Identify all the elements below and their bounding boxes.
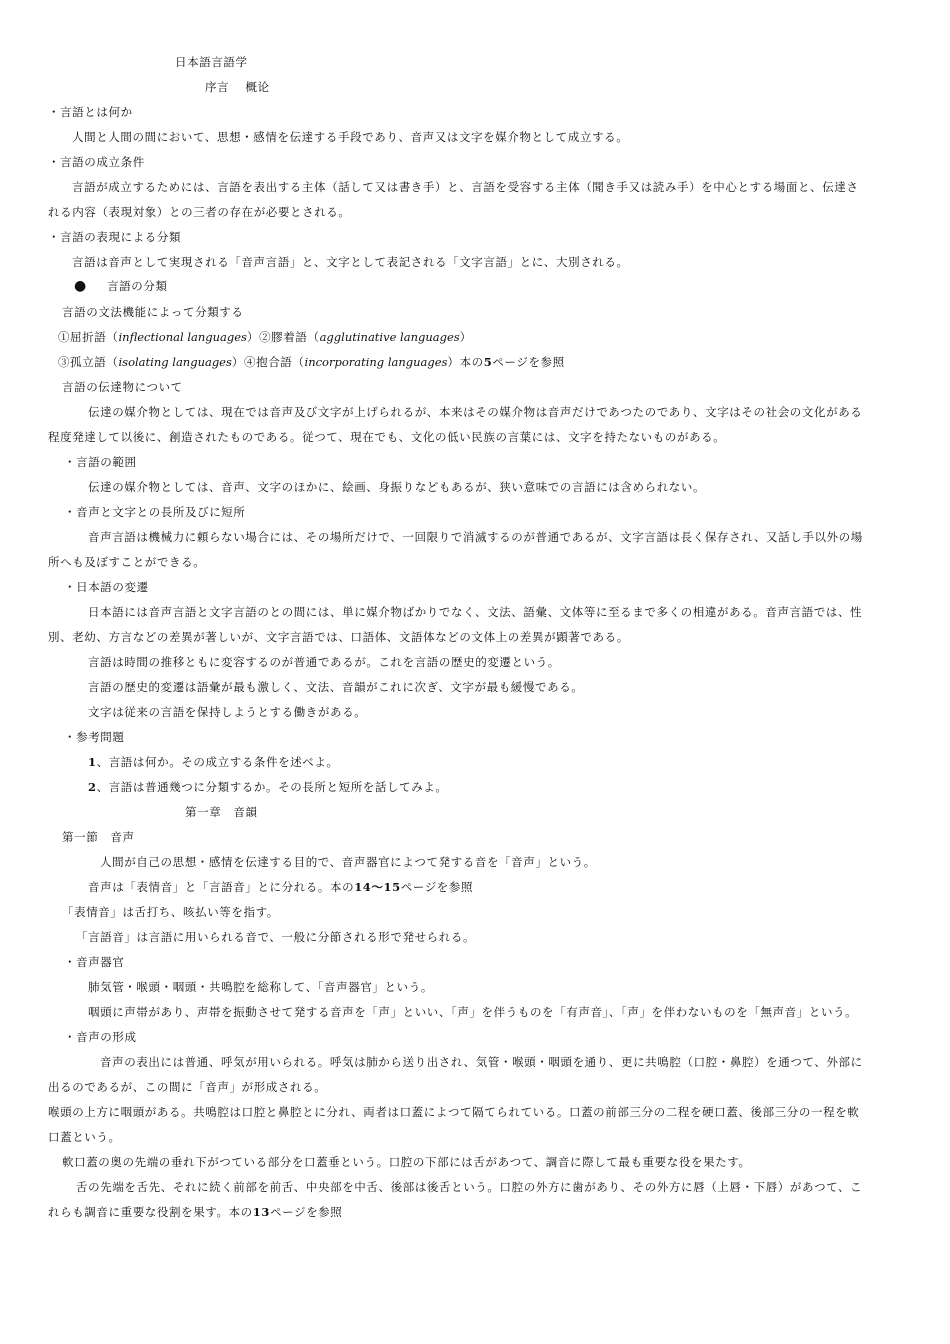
english-term: inflectional languages	[118, 330, 247, 344]
text-run: ①屈折語（	[58, 330, 119, 344]
text-run: れらも調音に重要な役割を果す。本の	[48, 1205, 253, 1219]
paragraph: 肺気管・喉頭・咽頭・共鳴腔を総称して、「音声器官」という。	[88, 980, 433, 994]
paragraph: 口蓋という。	[48, 1130, 121, 1144]
section-heading: ・言語の範囲	[64, 455, 137, 469]
paragraph: 伝達の媒介物としては、現在では音声及び文字が上げられるが、本来はその媒介物は音声だけであつたのであり、文字はその社会の文化がある	[88, 405, 863, 419]
section-heading: ・音声と文字との長所及びに短所	[64, 505, 246, 519]
paragraph: 言語の歴史的変遷は語彙が最も激しく、文法、音韻がこれに次ぎ、文字が最も緩慢である。	[88, 680, 584, 694]
question-number: 1	[88, 755, 97, 769]
section-heading: ・言語とは何か	[48, 105, 133, 119]
paragraph: 軟口蓋の奥の先端の垂れ下がつている部分を口蓋垂という。口腔の下部には舌があつて、調音に際して最も重要な役を果たす。	[62, 1155, 751, 1169]
paragraph: 程度発達して以後に、創造されたものである。従つて、現在でも、文化の低い民族の言葉には、文字を持たないものがある。	[48, 430, 726, 444]
section-heading: 第一節 音声	[62, 830, 135, 844]
paragraph: 言語の文法機能によって分類する	[62, 305, 244, 319]
page-number: 14～15	[354, 880, 401, 894]
section-heading: ・日本語の変遷	[64, 580, 149, 594]
paragraph: 人間と人間の間において、思想・感情を伝達する手段であり、音声又は文字を媒介物として成立する。	[72, 130, 629, 144]
text-run: ページを参照	[400, 880, 474, 894]
paragraph: 「言語音」は言語に用いられる音で、一般に分節される形で発せられる。	[76, 930, 476, 944]
paragraph: 言語が成立するためには、言語を表出する主体（話して又は書き手）と、言語を受容する主体（聞き手又は読み手）を中心とする場面と、伝達さ	[72, 180, 859, 194]
paragraph: 音声の表出には普通、呼気が用いられる。呼気は肺から送り出され、気管・喉頭・咽頭を通り、更に共鳴腔（口腔・鼻腔）を通つて、外部に	[100, 1055, 863, 1069]
paragraph: 舌の先端を舌先、それに続く前部を前舌、中央部を中舌、後部は後舌という。口腔の外方に歯があり、その外方に唇（上唇・下唇）があつて、こ	[76, 1180, 863, 1194]
text-run: 音声は「表情音」と「言語音」とに分れる。本の	[88, 880, 355, 894]
paragraph: 別、老幼、方言などの差異が著しいが、文字言語では、口語体、文語体などの文体上の差異が顕著である。	[48, 630, 629, 644]
text-run: ③孤立語（	[58, 355, 119, 369]
paragraph: 日本語には音声言語と文字言語のとの間には、単に媒介物ばかりでなく、文法、語彙、文体等に至るまで多くの相違がある。音声言語では、性	[88, 605, 863, 619]
text-run: ページを参照	[270, 1205, 343, 1219]
section-heading: ・参考問題	[64, 730, 125, 744]
text-run: ）④抱合語（	[231, 355, 305, 369]
page-number: 5	[483, 355, 493, 369]
paragraph: 「表情音」は舌打ち、咳払い等を指す。	[62, 905, 279, 919]
paragraph: 喉頭の上方に咽頭がある。共鳴腔は口腔と鼻腔とに分れ、両者は口蓋によつて隔てられている。口蓋の前部三分の二程を硬口蓋、後部三分の一程を軟	[48, 1105, 860, 1119]
paragraph: 文字は従来の言語を保持しようとする働きがある。	[88, 705, 367, 719]
list-bullet-line	[74, 279, 168, 293]
document-title: 日本語言語学	[175, 55, 248, 69]
question-1	[88, 755, 339, 769]
paragraph: 人間が自己の思想・感情を伝達する目的で、音声器官によつて発する音を「音声」という。	[100, 855, 596, 869]
paragraph: 所へも及ぼすことができる。	[48, 555, 206, 569]
section-heading: ・言語の表現による分類	[48, 230, 182, 244]
section-heading: ・言語の成立条件	[48, 155, 145, 169]
paragraph: 咽頭に声帯があり、声帯を振動させて発する音声を「声」といい、「声」を伴うものを「有声音」、「声」を伴わないものを「無声音」という。	[88, 1005, 858, 1019]
question-number: 2	[88, 780, 97, 794]
bullet-icon: ●	[74, 278, 87, 294]
paragraph: 言語は時間の推移ともに変容するのが普通であるが。これを言語の歴史的変遷という。	[88, 655, 560, 669]
english-term: isolating languages	[118, 355, 232, 369]
text-run: ）本の	[447, 355, 484, 369]
classification-line-1	[58, 330, 472, 344]
english-term: agglutinative languages	[319, 330, 460, 344]
paragraph: れる内容（表現対象）との三者の存在が必要とされる。	[48, 205, 351, 219]
paragraph: 出るのであるが、この間に「音声」が形成される。	[48, 1080, 327, 1094]
text-run: ）②膠着語（	[246, 330, 320, 344]
section-heading: ・音声の形成	[64, 1030, 137, 1044]
paragraph	[88, 880, 473, 894]
classification-line-2	[58, 355, 565, 369]
page-number: 13	[252, 1205, 270, 1219]
text-run: ページを参照	[492, 355, 565, 369]
paragraph	[48, 1205, 342, 1219]
section-heading: 言語の分類	[107, 279, 168, 293]
section-heading: ・音声器官	[64, 955, 125, 969]
paragraph: 言語は音声として実現される「音声言語」と、文字として表記される「文字言語」とに、大別される。	[72, 255, 629, 269]
chapter-heading: 第一章 音韻	[185, 805, 258, 819]
section-heading: 言語の伝達物について	[62, 380, 183, 394]
text-run: ）	[459, 330, 472, 344]
paragraph: 音声言語は機械力に頼らない場合には、その場所だけで、一回限りで消滅するのが普通であるが、文字言語は長く保存され、又話し手以外の場	[88, 530, 863, 544]
question-2	[88, 780, 448, 794]
question-text: 、言語は普通幾つに分類するか。その長所と短所を話してみよ。	[96, 780, 448, 794]
question-text: 、言語は何か。その成立する条件を述べよ。	[96, 755, 339, 769]
paragraph: 伝達の媒介物としては、音声、文字のほかに、絵画、身振りなどもあるが、狭い意味での言語には含められない。	[88, 480, 706, 494]
preface-heading: 序言 概论	[205, 80, 270, 94]
english-term: incorporating languages	[304, 355, 448, 369]
